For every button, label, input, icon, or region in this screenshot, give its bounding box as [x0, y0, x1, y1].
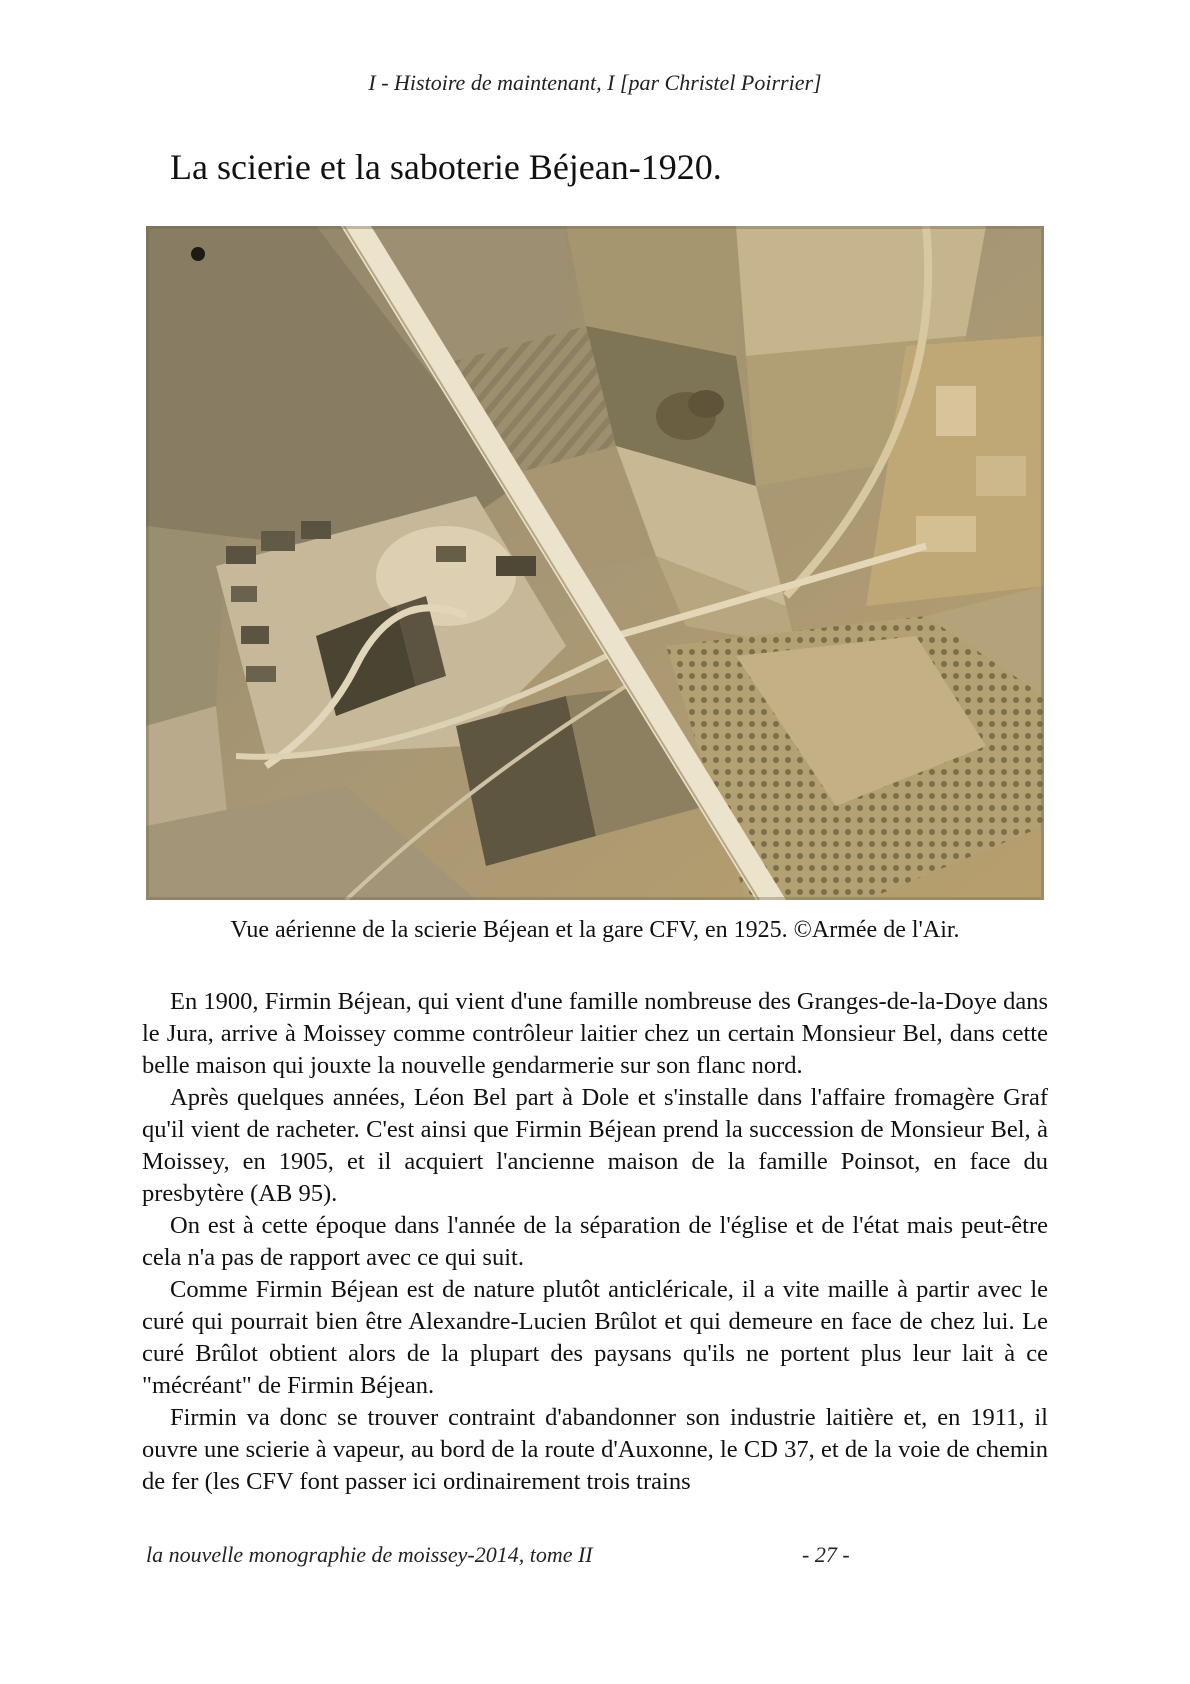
page-number: - 27 - [802, 1542, 850, 1567]
footer-publication: la nouvelle monographie de moissey-2014, tome II [146, 1542, 593, 1567]
paragraph: Comme Firmin Béjean est de nature plutôt anticléricale, il a vite maille à partir avec le curé qui pourrait bien être Alexandre-Lucien Brûlot et qui demeure en face de chez lui. Le curé Brûlot obtient alors de la plupart des paysans qu'ils ne portent plus leur lait à ce "mécréant" de Firmin Béjean. [142, 1276, 1048, 1399]
figure-caption: Vue aérienne de la scierie Béjean et la gare CFV, en 1925. ©Armée de l'Air. [230, 917, 960, 943]
paragraph: On est à cette époque dans l'année de la séparation de l'église et de l'état mais peut-être cela n'a pas de rapport avec ce qui suit. [142, 1212, 1048, 1271]
paragraph: Firmin va donc se trouver contraint d'abandonner son industrie laitière et, en 1911, il ouvre une scierie à vapeur, au bord de la route d'Auxonne, le CD 37, et de la voie de chemin de fer (les CFV font passer ici ordinairement trois trains [142, 1404, 1048, 1495]
paragraph: En 1900, Firmin Béjean, qui vient d'une famille nombreuse des Granges-de-la-Doye dans le Jura, arrive à Moissey comme contrôleur laitier chez un certain Monsieur Bel, dans cette belle maison qui jouxte la nouvelle gendarmerie sur son flanc nord. [142, 988, 1048, 1079]
body-text [142, 986, 1048, 1498]
page-title: La scierie et la saboterie Béjean-1920. [170, 147, 722, 187]
running-header: I - Histoire de maintenant, I [par Christel Poirrier] [368, 70, 822, 95]
aerial-photo [146, 226, 1044, 900]
paragraph: Après quelques années, Léon Bel part à Dole et s'installe dans l'affaire fromagère Graf qu'il vient de racheter. C'est ainsi que Firmin Béjean prend la succession de Monsieur Bel, à Moissey, en 1905, et il acquiert l'ancienne maison de la famille Poinsot, en face du presbytère (AB 95). [142, 1084, 1048, 1207]
